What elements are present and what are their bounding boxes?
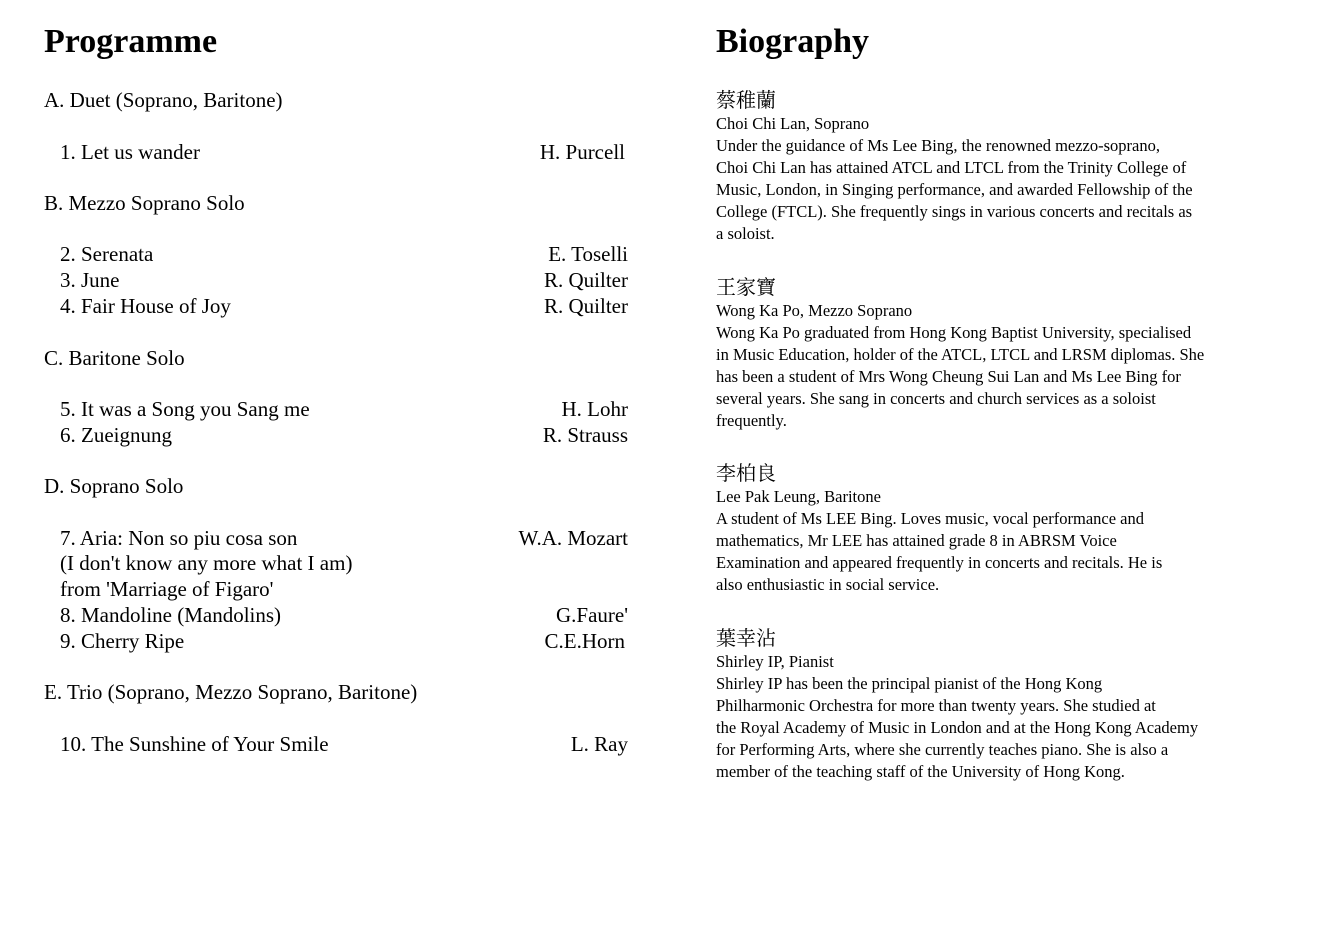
biography-heading: Biography: [716, 23, 870, 60]
programme-item-composer: H. Purcell: [539, 140, 625, 164]
bio-text-line: a soloist.: [716, 224, 775, 243]
programme-item-title: 1. Let us wander: [60, 140, 200, 164]
programme-section-title: C. Baritone Solo: [44, 346, 185, 370]
bio-text-line: Philharmonic Orchestra for more than twenty years. She studied at: [716, 696, 1156, 715]
bio-text-line: Music, London, in Singing performance, and awarded Fellowship of the: [716, 180, 1193, 199]
bio-text-line: mathematics, Mr LEE has attained grade 8 in ABRSM Voice: [716, 531, 1117, 550]
bio-entry: [716, 625, 1316, 783]
bio-text-line: Choi Chi Lan has attained ATCL and LTCL from the Trinity College of: [716, 158, 1187, 177]
bio-text-line: also enthusiastic in social service.: [716, 575, 940, 594]
programme-section-title: D. Soprano Solo: [44, 474, 184, 498]
bio-text-line: Examination and appeared frequently in concerts and recitals. He is: [716, 553, 1163, 572]
programme-item-title: 3. June: [60, 268, 120, 292]
bio-chinese-name: 李柏良: [716, 461, 776, 485]
bio-entry: [716, 87, 1316, 245]
programme-item-title: 10. The Sunshine of Your Smile: [60, 732, 329, 756]
programme-item-subtitle: from 'Marriage of Figaro': [60, 577, 274, 601]
bio-text-line: in Music Education, holder of the ATCL, LTCL and LRSM diplomas. She: [716, 345, 1205, 364]
bio-chinese-name: 葉幸沾: [716, 626, 776, 650]
bio-text-line: College (FTCL). She frequently sings in various concerts and recitals as: [716, 202, 1193, 221]
bio-name-role: Choi Chi Lan, Soprano: [716, 114, 870, 133]
bio-text-line: frequently.: [716, 411, 787, 430]
bio-text-line: member of the teaching staff of the University of Hong Kong.: [716, 762, 1125, 781]
programme-item-title: 6. Zueignung: [60, 423, 172, 447]
programme-item-composer: R. Quilter: [544, 294, 628, 318]
bio-entry: [716, 274, 1316, 432]
programme-item-composer: R. Strauss: [542, 423, 628, 447]
programme-item-title: 5. It was a Song you Sang me: [60, 397, 310, 421]
bio-text-line: for Performing Arts, where she currently teaches piano. She is also a: [716, 740, 1169, 759]
programme-item-title: 2. Serenata: [60, 242, 154, 266]
programme-item-composer: G.Faure': [555, 603, 628, 627]
programme-item-title: 7. Aria: Non so piu cosa son: [60, 526, 298, 550]
bio-text-line: Shirley IP has been the principal pianist of the Hong Kong: [716, 674, 1103, 693]
bio-chinese-name: 王家寶: [716, 275, 776, 299]
programme-heading: Programme: [44, 23, 218, 60]
programme-item-composer: E. Toselli: [548, 242, 628, 266]
programme-item-title: 9. Cherry Ripe: [60, 629, 185, 653]
bio-name-role: Lee Pak Leung, Baritone: [716, 487, 881, 506]
bio-text-line: Wong Ka Po graduated from Hong Kong Baptist University, specialised: [716, 323, 1192, 342]
bio-text-line: has been a student of Mrs Wong Cheung Sui Lan and Ms Lee Bing for: [716, 367, 1181, 386]
bio-text-line: A student of Ms LEE Bing. Loves music, vocal performance and: [716, 509, 1144, 528]
bio-text-line: several years. She sang in concerts and church services as a soloist: [716, 389, 1156, 408]
programme-item-composer: L. Ray: [570, 732, 628, 756]
programme-item-composer: R. Quilter: [544, 268, 628, 292]
bio-text-line: the Royal Academy of Music in London and at the Hong Kong Academy: [716, 718, 1199, 737]
programme-item-subtitle: (I don't know any more what I am): [60, 551, 353, 575]
programme-column: [44, 0, 644, 949]
programme-item-title: 8. Mandoline (Mandolins): [60, 603, 282, 627]
programme-item-composer: H. Lohr: [561, 397, 628, 421]
programme-section-title: E. Trio (Soprano, Mezzo Soprano, Baritone): [44, 680, 418, 704]
bio-name-role: Shirley IP, Pianist: [716, 652, 834, 671]
bio-name-role: Wong Ka Po, Mezzo Soprano: [716, 301, 913, 320]
programme-item-composer: W.A. Mozart: [518, 526, 628, 550]
programme-section-title: A. Duet (Soprano, Baritone): [44, 88, 283, 112]
programme-item-composer: C.E.Horn: [544, 629, 625, 653]
bio-entry: [716, 460, 1316, 596]
programme-item-title: 4. Fair House of Joy: [60, 294, 231, 318]
bio-text-line: Under the guidance of Ms Lee Bing, the renowned mezzo-soprano,: [716, 136, 1160, 155]
programme-section-title: B. Mezzo Soprano Solo: [44, 191, 245, 215]
bio-chinese-name: 蔡稚蘭: [716, 88, 776, 112]
biography-column: [716, 0, 1316, 949]
